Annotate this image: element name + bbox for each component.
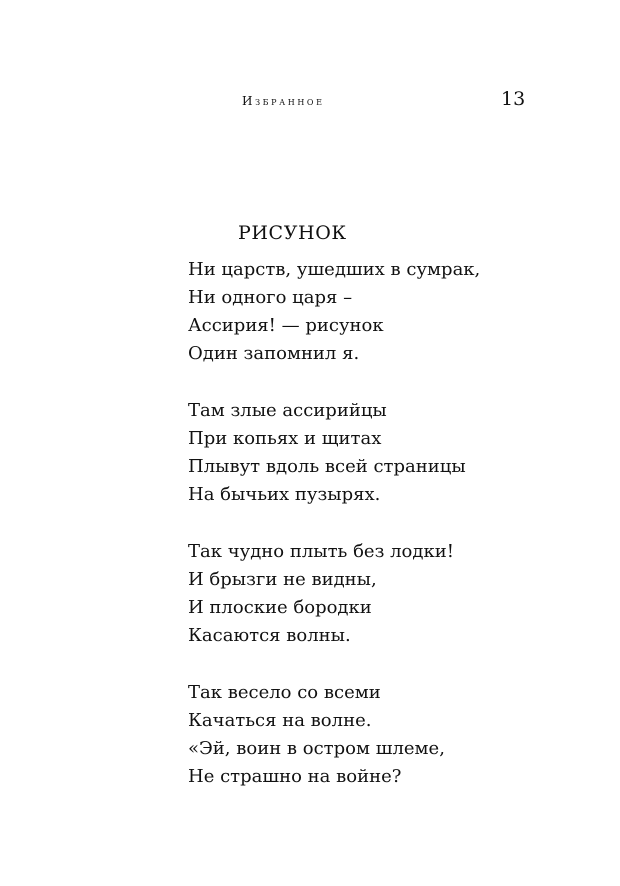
poem-line: Плывут вдоль всей страницы: [188, 456, 466, 477]
stanza-4: [188, 679, 588, 791]
stanza-2: [188, 397, 588, 509]
poem-line: Ни одного царя –: [188, 287, 353, 308]
stanza-1: [188, 256, 588, 368]
poem-line: На бычьих пузырях.: [188, 484, 381, 505]
poem-body: [188, 256, 588, 820]
poem-line: Так весело со всеми: [188, 682, 381, 703]
poem-line: Ни царств, ушедших в сумрак,: [188, 259, 481, 280]
running-header: [0, 88, 620, 118]
poem-line: При копьях и щитах: [188, 428, 382, 449]
poem-line: Там злые ассирийцы: [188, 400, 387, 421]
poem-line: Касаются волны.: [188, 625, 351, 646]
poem-line: Ассирия! — рисунок: [188, 315, 384, 336]
poem-line: И брызги не видны,: [188, 569, 377, 590]
stanza-3: [188, 538, 588, 650]
poem-line: Так чудно плыть без лодки!: [188, 541, 454, 562]
poem-line: И плоские бородки: [188, 597, 372, 618]
poem-line: Один запомнил я.: [188, 343, 360, 364]
poem-line: Качаться на волне.: [188, 710, 372, 731]
poem-line: «Эй, воин в остром шлеме,: [188, 738, 445, 759]
poem-line: Не страшно на войне?: [188, 766, 402, 787]
poem-title: РИСУНОК: [238, 222, 347, 244]
running-title: Избранное: [242, 94, 325, 108]
page-number: 13: [501, 88, 526, 110]
